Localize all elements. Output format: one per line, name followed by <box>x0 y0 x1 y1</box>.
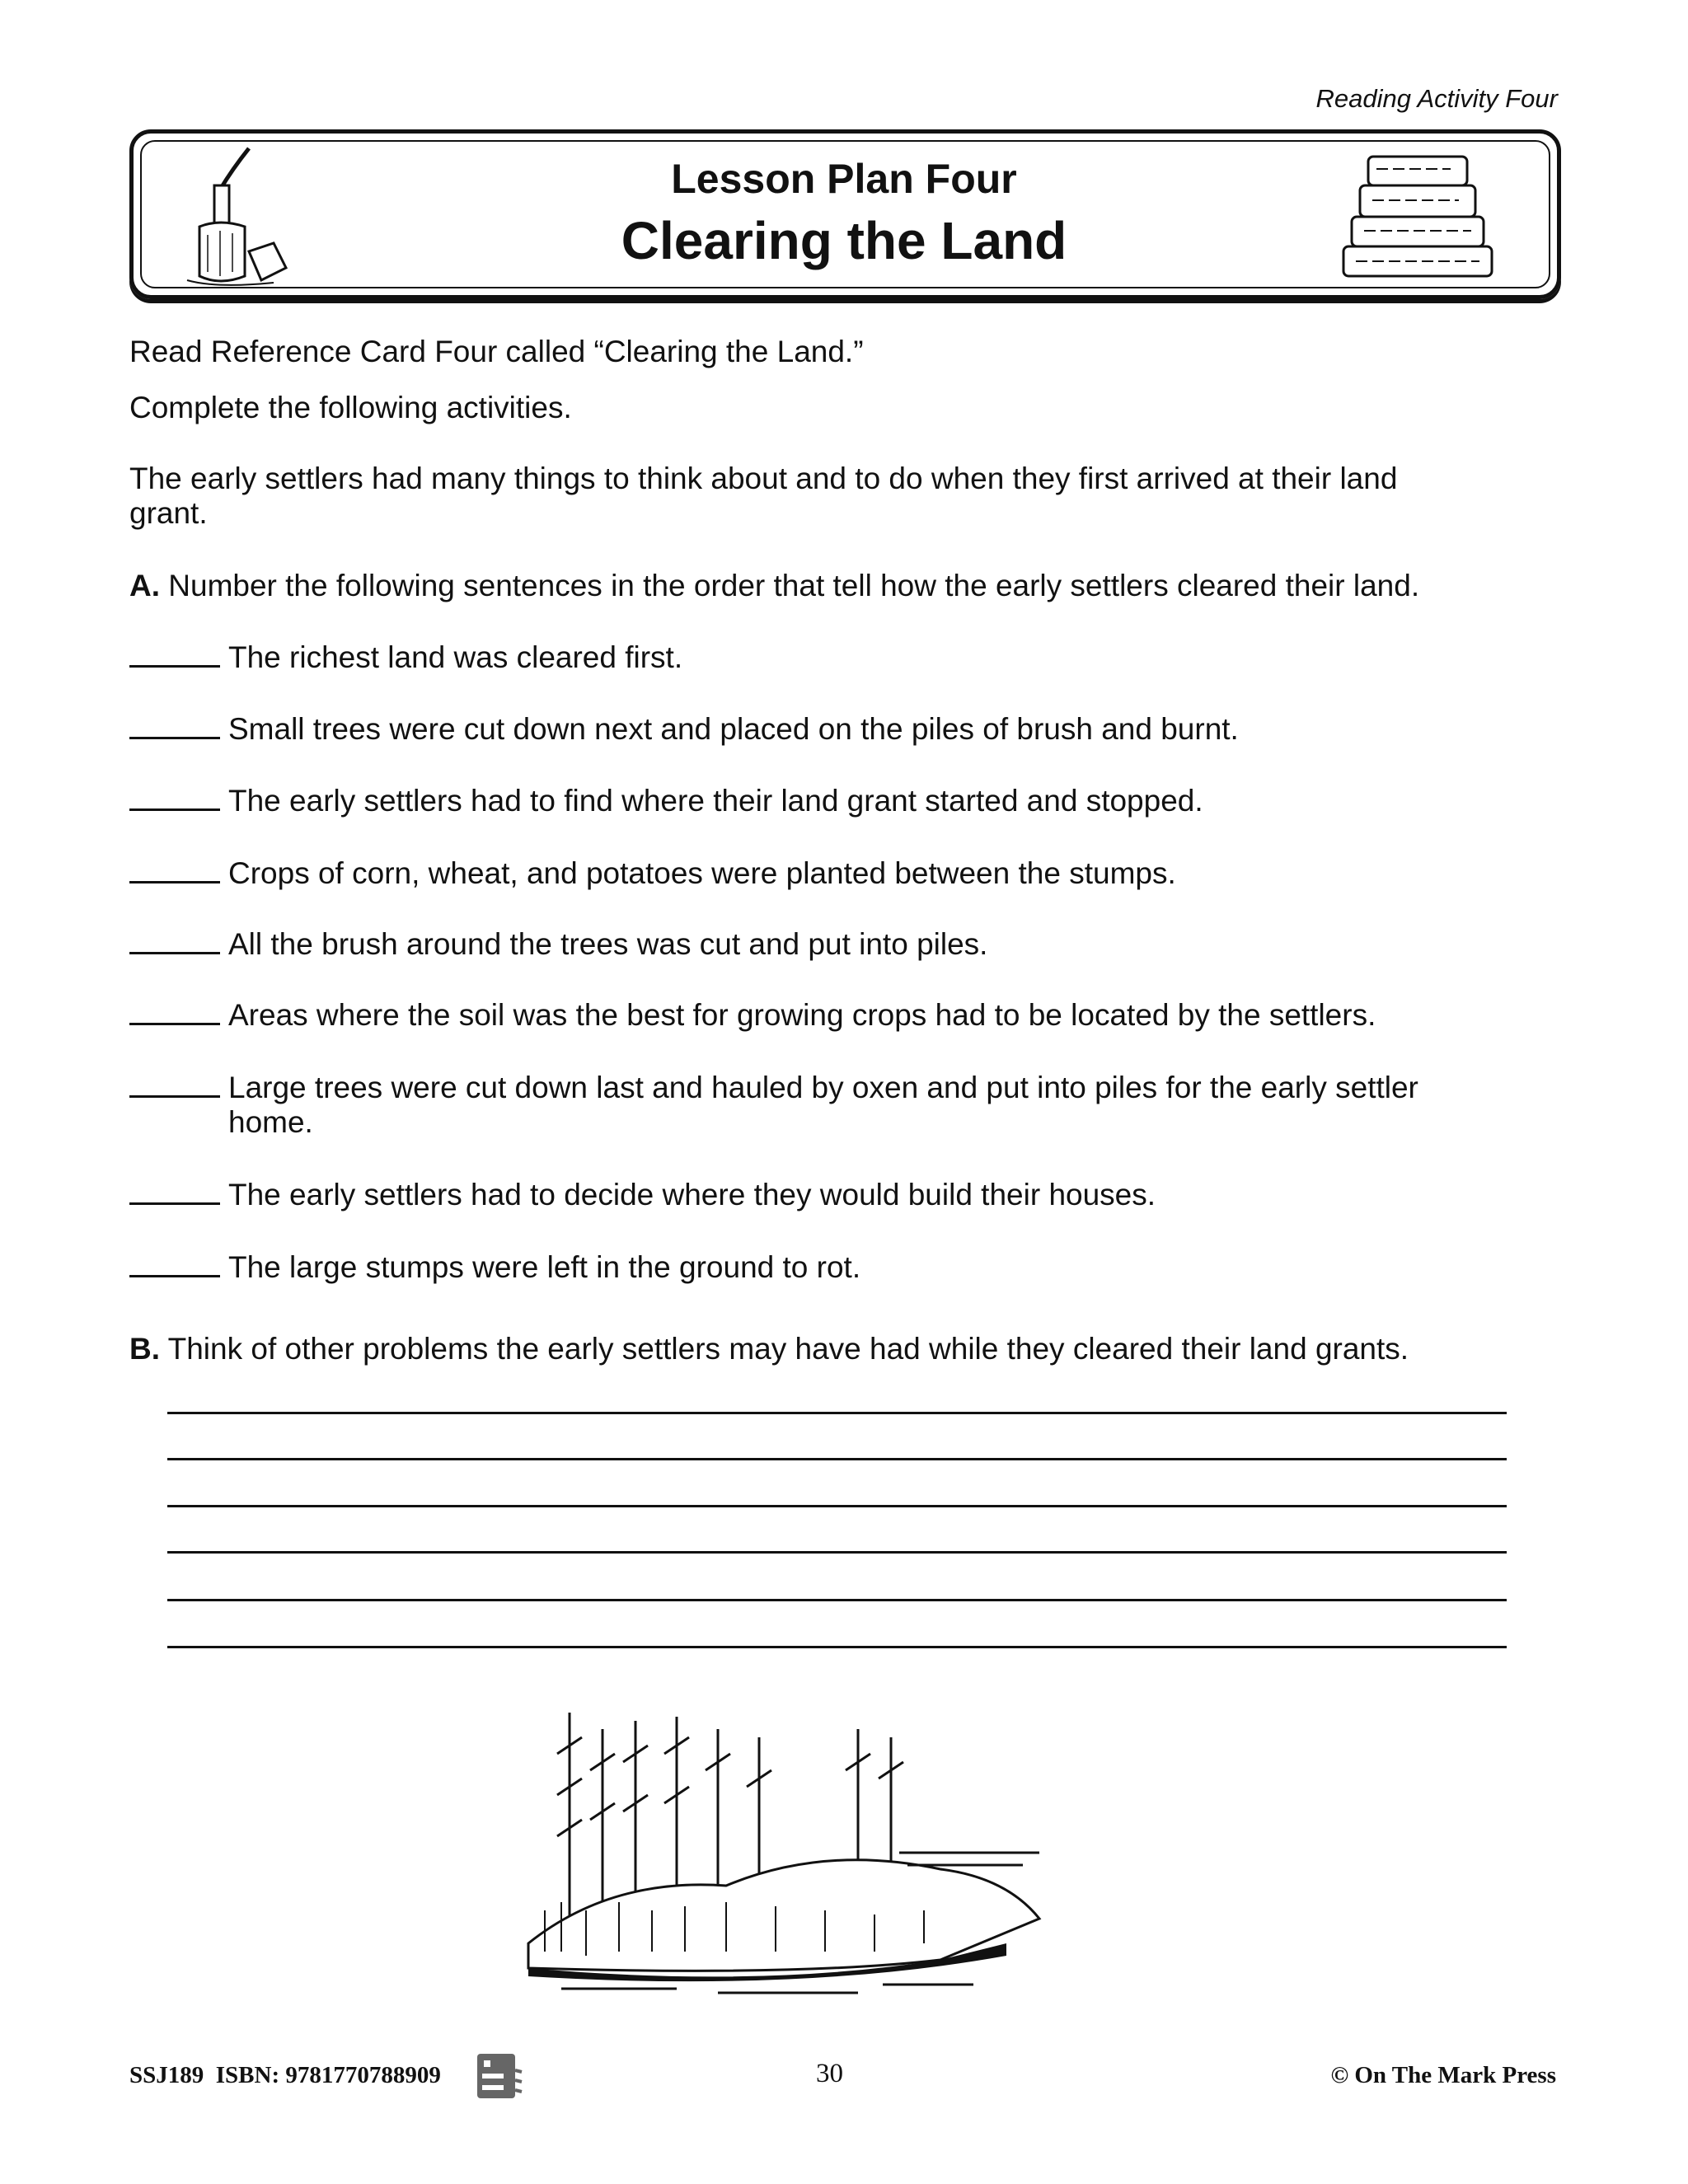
section-a-instruction <box>129 569 1419 603</box>
isbn: ISBN: 9781770788909 <box>215 2062 441 2088</box>
section-a-text: Number the following sentences in the order that tell how the early settlers cleared their land. <box>168 569 1420 602</box>
item-text: Areas where the soil was the best for growing crops had to be located by the settlers. <box>228 998 1376 1032</box>
product-code: SSJ189 <box>129 2062 204 2088</box>
answer-blank[interactable] <box>129 1178 220 1205</box>
book-stack-logo-icon <box>476 2052 525 2100</box>
item-text: The early settlers had to decide where they would build their houses. <box>228 1178 1156 1212</box>
item-text: Large trees were cut down last and hauled by oxen and put into piles for the early settler <box>228 1071 1418 1104</box>
list-item <box>129 856 1176 891</box>
running-head: Reading Activity Four <box>1315 84 1558 113</box>
page-number: 30 <box>816 2059 843 2088</box>
paragraph-line: The early settlers had many things to think about and to do when they first arrived at their land <box>129 462 1398 495</box>
list-item <box>129 640 682 675</box>
section-a-label: A. <box>129 569 160 602</box>
intro-line: Complete the following activities. <box>129 391 572 424</box>
answer-blank[interactable] <box>129 1071 220 1098</box>
list-item <box>129 712 1239 747</box>
answer-blank[interactable] <box>129 1250 220 1277</box>
answer-line[interactable] <box>167 1599 1507 1601</box>
answer-line[interactable] <box>167 1412 1507 1414</box>
item-text: All the brush around the trees was cut and put into piles. <box>228 927 988 961</box>
section-b-instruction <box>129 1332 1409 1366</box>
answer-blank[interactable] <box>129 784 220 811</box>
footer-code-isbn <box>129 2062 441 2089</box>
page-title: Clearing the Land <box>621 211 1067 270</box>
list-item <box>129 784 1203 818</box>
answer-blank[interactable] <box>129 856 220 883</box>
answer-blank[interactable] <box>129 712 220 739</box>
paragraph-line: grant. <box>129 496 208 530</box>
answer-line[interactable] <box>167 1505 1507 1507</box>
answer-line[interactable] <box>167 1551 1507 1554</box>
answer-line[interactable] <box>167 1646 1507 1648</box>
list-item <box>129 927 987 962</box>
list-item <box>129 1178 1156 1212</box>
answer-blank[interactable] <box>129 998 220 1025</box>
answer-blank[interactable] <box>129 927 220 954</box>
answer-line[interactable] <box>167 1458 1507 1460</box>
publisher: © On The Mark Press <box>1330 2062 1556 2088</box>
intro-line: Read Reference Card Four called “Clearing the Land.” <box>129 335 864 368</box>
item-text: Crops of corn, wheat, and potatoes were planted between the stumps. <box>228 856 1176 890</box>
forest-landscape-illustration <box>512 1704 1068 2004</box>
item-text: The early settlers had to find where their land grant started and stopped. <box>228 784 1203 818</box>
item-text: The large stumps were left in the ground to rot. <box>228 1250 861 1284</box>
section-b-text: Think of other problems the early settlers may have had while they cleared their land grants. <box>167 1332 1409 1366</box>
item-continuation: home. <box>228 1105 313 1139</box>
list-item <box>129 1071 1418 1105</box>
answer-blank[interactable] <box>129 640 220 668</box>
section-b-label: B. <box>129 1332 160 1366</box>
list-item <box>129 998 1376 1033</box>
item-text: Small trees were cut down next and placed on the piles of brush and burnt. <box>228 712 1239 746</box>
lesson-subtitle: Lesson Plan Four <box>671 156 1017 202</box>
list-item <box>129 1250 860 1285</box>
item-text: The richest land was cleared first. <box>228 640 683 674</box>
